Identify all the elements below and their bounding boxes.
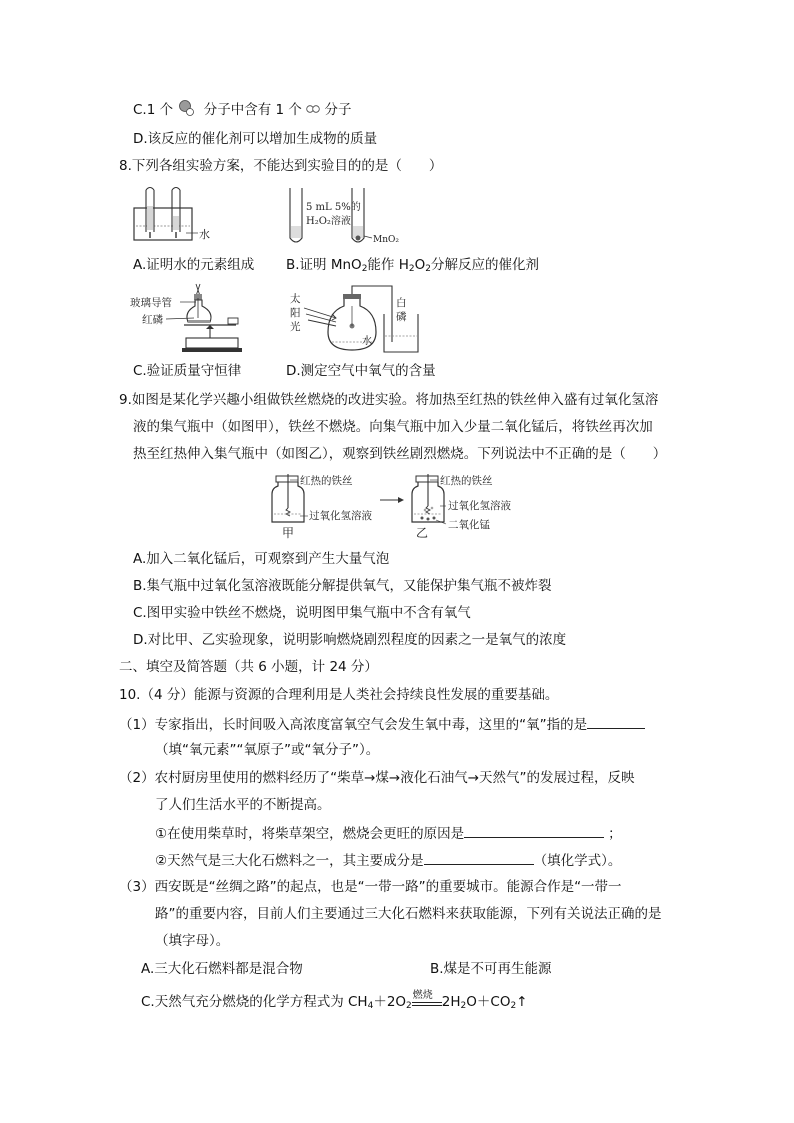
- q8-figb-mno2-label: MnO₂: [373, 235, 399, 245]
- q10-optc-sub2a: 2: [406, 1001, 412, 1011]
- q9-option-c: C.图甲实验中铁丝不燃烧，说明图甲集气瓶中不含有氧气: [133, 605, 471, 621]
- q10-p2-sub2-blank[interactable]: [424, 850, 534, 865]
- q8-option-a: A.证明水的元素组成: [133, 257, 255, 273]
- q8-figure-d-oxygen-measure: [288, 284, 428, 356]
- section2-title: 二、填空及简答题（共 6 小题，计 24 分）: [119, 659, 378, 675]
- q10-p1-answer-blank[interactable]: [587, 714, 645, 729]
- q10-option-c: [141, 990, 528, 1015]
- q10-p2-sub1-suffix: ；: [608, 826, 622, 842]
- q10-p1-text: （1）专家指出，长时间吸入高浓度富氧空气会发生氧中毒，这里的“氧”指的是: [119, 717, 588, 733]
- q8-figd-white-2: 磷: [396, 311, 407, 323]
- gas-arrow-icon: ↑: [516, 994, 528, 1010]
- q8-stem: 8.下列各组实验方案，不能达到实验目的的是（ ）: [119, 158, 443, 174]
- q8-figure-b-test-tubes: [284, 186, 399, 250]
- q9-fig-jia-wire: 红热的铁丝: [300, 475, 353, 487]
- q9-fig-jia-solution: 过氧化氢溶液: [309, 510, 372, 522]
- q10-p2-sub2-suffix: （填化学式）。: [533, 853, 622, 869]
- q10-optc-h2o: 2H: [441, 994, 461, 1010]
- q9-fig-yi-mno2: 二氧化锰: [448, 519, 490, 531]
- q10-part3-line3: （填字母）。: [155, 933, 230, 949]
- q10-optc-plus: ＋2O: [373, 994, 407, 1010]
- q8-optb-sub3: 2: [425, 264, 431, 274]
- q10-part2-line1: （2）农村厨房里使用的燃料经历了“柴草→煤→液化石油气→天然气”的发展过程，反映: [119, 770, 635, 786]
- q8-option-b: [286, 256, 539, 278]
- q10-part1-line1: [119, 714, 645, 734]
- q10-option-a: A.三大化石燃料都是混合物: [141, 961, 303, 977]
- q9-option-b: B.集气瓶中过氧化氢溶液既能分解提供氧气，又能保护集气瓶不被炸裂: [133, 578, 552, 594]
- q10-option-b: B.煤是不可再生能源: [430, 961, 552, 977]
- q10-optc-prefix: C.天然气充分燃烧的化学方程式为 CH: [141, 994, 368, 1010]
- q9-fig-jia-name: 甲: [282, 526, 295, 540]
- q8-figure-c-balance: [130, 282, 260, 356]
- q8-optb-o: O: [414, 257, 426, 273]
- q9-fig-yi-name: 乙: [416, 526, 429, 540]
- q10-part3-line1: （3）西安既是“丝绸之路”的起点，也是“一带一路”的重要城市。能源合作是“一带一: [119, 879, 622, 895]
- q8-option-c: C.验证质量守恒律: [133, 363, 242, 379]
- q9-option-d: D.对比甲、乙实验现象，说明影响燃烧剧烈程度的因素之一是氧气的浓度: [133, 632, 567, 648]
- q8-figa-water-label: 水: [199, 228, 210, 241]
- q8-figd-white-1: 白: [396, 297, 407, 309]
- q8-figb-solution-line1: 5 mL 5%的: [306, 202, 361, 213]
- q10-part3-line2: 路”的重要内容，目前人们主要通过三大化石燃料来获取能源，下列有关说法正确的是: [155, 906, 662, 922]
- q9-stem-line3: 热至红热伸入集气瓶中（如图乙），观察到铁丝剧烈燃烧。下列说法中不正确的是（ ）: [133, 446, 667, 462]
- q10-optc-condition: 燃烧: [412, 990, 433, 1001]
- q10-optc-sub4: 4: [367, 1001, 374, 1011]
- q10-p2-sub1-text: ①在使用柴草时，将柴草架空，燃烧会更旺的原因是: [155, 826, 465, 842]
- q10-part2-sub1: [155, 823, 622, 843]
- q10-part2-sub2: [155, 850, 621, 870]
- q8-figc-tube-label: 玻璃导管: [130, 297, 172, 309]
- q7-option-c: [133, 100, 351, 119]
- q10-optc-sub2c: 2: [510, 1001, 517, 1011]
- q7-optc-mid: 分子中含有 1 个: [203, 102, 302, 118]
- q8-figd-sun-2: 阳: [290, 307, 301, 319]
- q9-stem-line2: 液的集气瓶中（如图甲），铁丝不燃烧。向集气瓶中加入少量二氧化锰后，将铁丝再次加: [133, 419, 653, 435]
- molecule-icon: [177, 100, 199, 118]
- q8-figd-water-label: 水: [362, 336, 372, 347]
- q10-stem: 10.（4 分）能源与资源的合理利用是人类社会持续良性发展的重要基础。: [119, 687, 559, 703]
- q10-part1-line2: （填“氧元素”“氧原子”或“氧分子”）。: [155, 742, 380, 758]
- oxygen-molecule-icon: [306, 103, 320, 115]
- q8-figc-phosphorus-label: 红磷: [142, 314, 163, 326]
- q8-optb-mid: 能作 H: [367, 257, 409, 273]
- q8-option-d: D.测定空气中氧气的含量: [286, 363, 436, 379]
- q9-option-a: A.加入二氧化锰后，可观察到产生大量气泡: [133, 551, 390, 567]
- q10-p2-sub1-blank[interactable]: [464, 823, 604, 838]
- q10-p2-sub2-text: ②天然气是三大化石燃料之一，其主要成分是: [155, 853, 424, 869]
- q7-optc-prefix: C.1 个: [133, 102, 174, 118]
- q8-figure-a-electrolysis: [130, 186, 220, 246]
- q9-fig-yi-wire: 红热的铁丝: [440, 475, 493, 487]
- q8-figb-solution-line2: H₂O₂溶液: [306, 216, 351, 227]
- q8-figd-sun-1: 太: [290, 293, 301, 305]
- q9-figure-jars: [270, 470, 530, 540]
- q10-optc-sub2b: 2: [460, 1001, 467, 1011]
- q10-optc-o-plus: O＋CO: [466, 994, 511, 1010]
- q10-part2-line2: 了人们生活水平的不断提高。: [155, 797, 331, 813]
- q8-optb-sub2: 2: [408, 264, 415, 274]
- q8-figd-sun-3: 光: [290, 321, 301, 333]
- q7-optc-suffix: 分子: [324, 102, 352, 118]
- reaction-arrow: [412, 990, 442, 1006]
- q8-optb-prefix: B.证明 MnO: [286, 257, 362, 273]
- q9-fig-yi-solution: 过氧化氢溶液: [448, 500, 511, 512]
- q8-optb-sub1: 2: [361, 264, 368, 274]
- q8-optb-suffix: 分解反应的催化剂: [430, 257, 539, 273]
- q7-option-d: D.该反应的催化剂可以增加生成物的质量: [133, 131, 378, 147]
- q9-stem-line1: 9.如图是某化学兴趣小组做铁丝燃烧的改进实验。将加热至红热的铁丝伸入盛有过氧化氢溶: [119, 392, 659, 408]
